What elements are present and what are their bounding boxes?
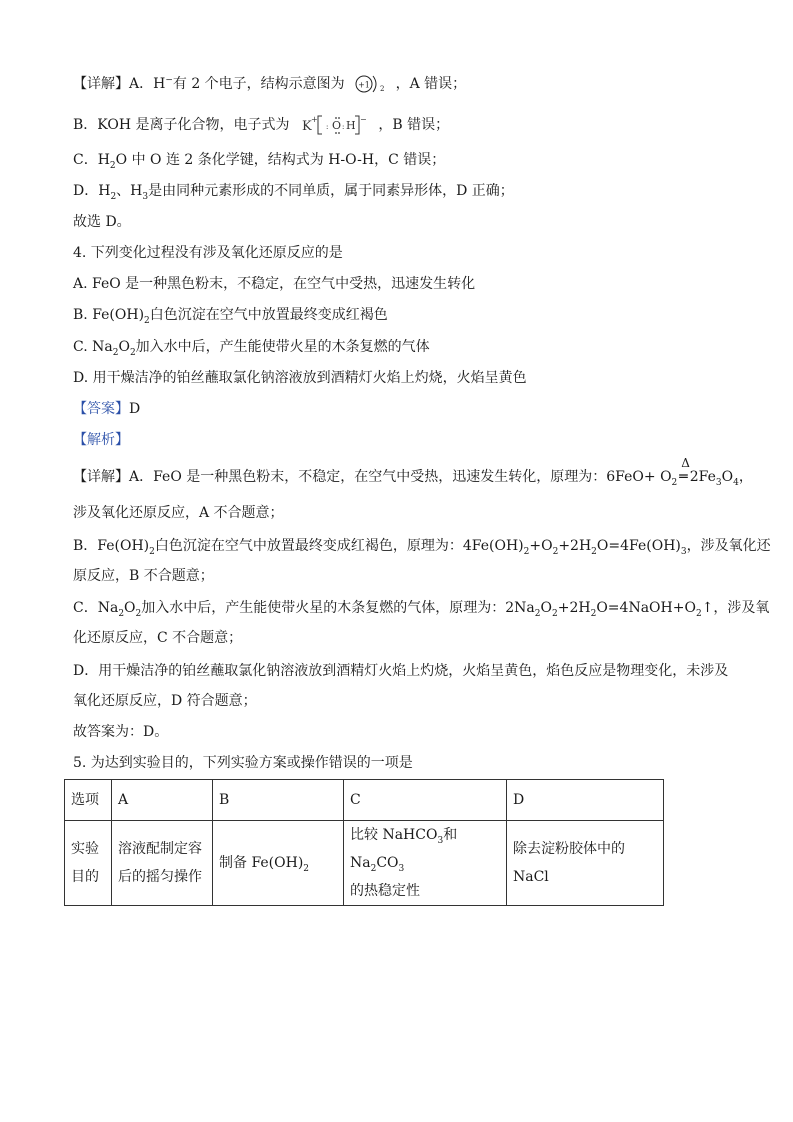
analysis-c-sub5: 2 xyxy=(590,608,597,619)
analysis-b-c: +O xyxy=(529,538,553,554)
analysis-b-e: O=4Fe(OH) xyxy=(596,538,681,554)
cell-b-sub: 2 xyxy=(303,863,310,874)
cell-d-line2: NaCl xyxy=(513,869,549,885)
detail-c-sub: 2 xyxy=(109,160,116,171)
answer-label: 【答案】 xyxy=(73,401,129,417)
detail-a-line xyxy=(73,72,466,96)
analysis-a-prod: 2Fe xyxy=(689,469,716,485)
final-answer: 故答案为：D。 xyxy=(73,724,169,740)
q4-option-c-sub2: 2 xyxy=(129,347,136,358)
detail-b-suffix: ，B 错误； xyxy=(378,117,450,133)
cell-c xyxy=(344,821,507,906)
heating-equals xyxy=(679,456,690,487)
q5-stem: 5. 为达到实验目的，下列实验方案或操作错误的一项是 xyxy=(73,755,413,771)
analysis-c-e: +2H xyxy=(557,600,591,616)
analysis-b-line1 xyxy=(73,536,771,556)
analysis-b-f: ，涉及氧化还 xyxy=(686,538,771,554)
cell-c-line2: 的热稳定性 xyxy=(350,883,420,899)
cell-d-line1: 除去淀粉胶体中的 xyxy=(513,841,625,857)
cell-c-sub1: 3 xyxy=(437,835,444,846)
atom-structure-diagram xyxy=(353,72,387,96)
analysis-b-sub1: 2 xyxy=(149,546,155,557)
answer-line xyxy=(73,399,140,419)
cell-b-text: 制备 Fe(OH) xyxy=(219,855,304,871)
analysis-b-b: 白色沉淀在空气中放置最终变成红褐色，原理为：4Fe(OH) xyxy=(154,538,524,554)
analysis-b-a: B．Fe(OH) xyxy=(73,538,150,554)
cell-a-line2: 后的摇匀操作 xyxy=(118,869,202,885)
header-cell: A xyxy=(112,780,213,821)
table-row xyxy=(65,821,664,906)
analysis-b-sub2: 2 xyxy=(523,546,530,557)
analysis-c-line1 xyxy=(73,598,769,618)
answer-value: D xyxy=(129,401,141,417)
analysis-c-f: O=4NaOH+O xyxy=(596,600,696,616)
row-label-line1: 实验 xyxy=(71,841,99,857)
detail-c-line xyxy=(73,150,445,170)
analysis-d-line2: 氧化还原反应，D 符合题意； xyxy=(73,693,257,709)
table-header-row xyxy=(65,780,664,821)
analysis-b-line2: 原反应，B 不合题意； xyxy=(73,568,214,584)
cell-c-c: CO xyxy=(376,855,399,871)
choose-line: 故选 D。 xyxy=(73,214,131,230)
header-cell: B xyxy=(213,780,344,821)
detail-c-a: C．H xyxy=(73,152,110,168)
cell-c-sub2: 2 xyxy=(370,863,377,874)
analysis-a-end: ， xyxy=(738,469,753,485)
detail-c-b: O 中 O 连 2 条化学键，结构式为 H-O-H，C 错误； xyxy=(115,152,446,168)
equals-sign: ═ xyxy=(679,469,688,485)
detail-b-line xyxy=(73,113,449,137)
analysis-label: 【解析】 xyxy=(73,432,129,448)
analysis-b-sub3: 2 xyxy=(552,546,559,557)
cell-c-line1 xyxy=(350,821,500,877)
cell-c-sub3: 3 xyxy=(398,863,405,874)
detail-a-suffix: ，A 错误； xyxy=(395,76,467,92)
electron-count: 2 xyxy=(380,85,385,93)
q4-stem: 4. 下列变化过程没有涉及氧化还原反应的是 xyxy=(73,245,343,261)
analysis-c-sub2: 2 xyxy=(135,608,142,619)
cell-c-b: 和 Na xyxy=(350,827,458,871)
analysis-c-sub3: 2 xyxy=(534,608,541,619)
heat-symbol: Δ xyxy=(681,456,690,470)
detail-d-sub1: 2 xyxy=(110,191,117,202)
svg-text::: : xyxy=(341,123,345,131)
analysis-b-sub5: 3 xyxy=(680,546,687,557)
koh-electron-formula xyxy=(300,113,368,137)
analysis-c-a: C．Na xyxy=(73,600,119,616)
q4-option-c xyxy=(73,337,430,357)
q4-option-c-b: O xyxy=(118,339,130,355)
svg-text::: : xyxy=(325,123,329,131)
cell-d xyxy=(507,821,664,906)
svg-text:+: + xyxy=(310,115,318,124)
cell-a-line1: 溶液配制定容 xyxy=(118,841,202,857)
header-cell: C xyxy=(344,780,507,821)
analysis-a-line1 xyxy=(73,456,753,488)
options-table xyxy=(64,779,664,906)
hydride-charge: − xyxy=(165,75,173,86)
q4-option-c-a: C. Na xyxy=(73,339,113,355)
q4-option-b-a: B. Fe(OH) xyxy=(73,307,145,323)
analysis-c-c: 加入水中后，产生能使带火星的木条复燃的气体，原理为：2Na xyxy=(141,600,535,616)
analysis-b-sub4: 2 xyxy=(591,546,597,557)
q4-option-b-sub: 2 xyxy=(144,315,150,326)
detail-d-c: 是由同种元素形成的不同单质，属于同素异形体，D 正确； xyxy=(148,183,514,199)
svg-text:H: H xyxy=(345,119,356,132)
analysis-a-sub4: 4 xyxy=(733,477,739,488)
detail-d-b: 、H xyxy=(116,183,143,199)
analysis-c-d: O xyxy=(540,600,552,616)
analysis-b-d: +2H xyxy=(558,538,592,554)
analysis-d-line1: D．用干燥洁净的铂丝蘸取氯化钠溶液放到酒精灯火焰上灼烧，火焰呈黄色，焰色反应是物理变化，未涉及 xyxy=(73,663,729,679)
header-cell: 选项 xyxy=(65,780,112,821)
analysis-c-sub4: 2 xyxy=(552,608,558,619)
analysis-c-sub6: 2 xyxy=(695,608,702,619)
detail-a-prefix: 【详解】A．H xyxy=(73,76,166,92)
q4-option-b-b: 白色沉淀在空气中放置最终变成红褐色 xyxy=(149,307,388,323)
detail-d-sub2: 3 xyxy=(142,191,149,202)
analysis-a-o: O xyxy=(721,469,734,485)
detail-a-text: 有 2 个电子，结构示意图为 xyxy=(172,76,345,92)
cell-a xyxy=(112,821,213,906)
q4-option-c-c: 加入水中后，产生能使带火星的木条复燃的气体 xyxy=(135,339,430,355)
svg-text:K: K xyxy=(301,119,312,134)
row-label-cell xyxy=(65,821,112,906)
q4-option-a: A. FeO 是一种黑色粉末，不稳定，在空气中受热，迅速发生转化 xyxy=(73,276,476,292)
analysis-c-g: ↑，涉及氧 xyxy=(701,600,770,616)
analysis-c-line2: 化还原反应，C 不合题意； xyxy=(73,630,243,646)
analysis-c-sub1: 2 xyxy=(118,608,125,619)
detail-b-prefix: B．KOH 是离子化合物，电子式为 xyxy=(73,117,290,133)
svg-text:O: O xyxy=(331,119,341,132)
nucleus-charge: +1 xyxy=(358,80,371,90)
detail-d-a: D．H xyxy=(73,183,111,199)
analysis-a-sub: 2 xyxy=(671,477,678,488)
analysis-a-sub3: 3 xyxy=(715,477,722,488)
analysis-a-line2: 涉及氧化还原反应，A 不合题意； xyxy=(73,505,284,521)
detail-d-line xyxy=(73,181,514,201)
cell-c-a: 比较 NaHCO xyxy=(350,827,438,843)
q4-option-b xyxy=(73,305,388,325)
svg-text:−: − xyxy=(359,115,367,124)
cell-b xyxy=(213,821,344,906)
analysis-c-b: O xyxy=(124,600,136,616)
analysis-a-text: 【详解】A．FeO 是一种黑色粉末，不稳定，在空气中受热，迅速发生转化，原理为：6FeO+ O xyxy=(73,469,672,485)
q4-option-c-sub1: 2 xyxy=(112,347,119,358)
header-cell: D xyxy=(507,780,664,821)
q4-option-d: D. 用干燥洁净的铂丝蘸取氯化钠溶液放到酒精灯火焰上灼烧，火焰呈黄色 xyxy=(73,370,527,386)
row-label-line2: 目的 xyxy=(71,869,99,885)
